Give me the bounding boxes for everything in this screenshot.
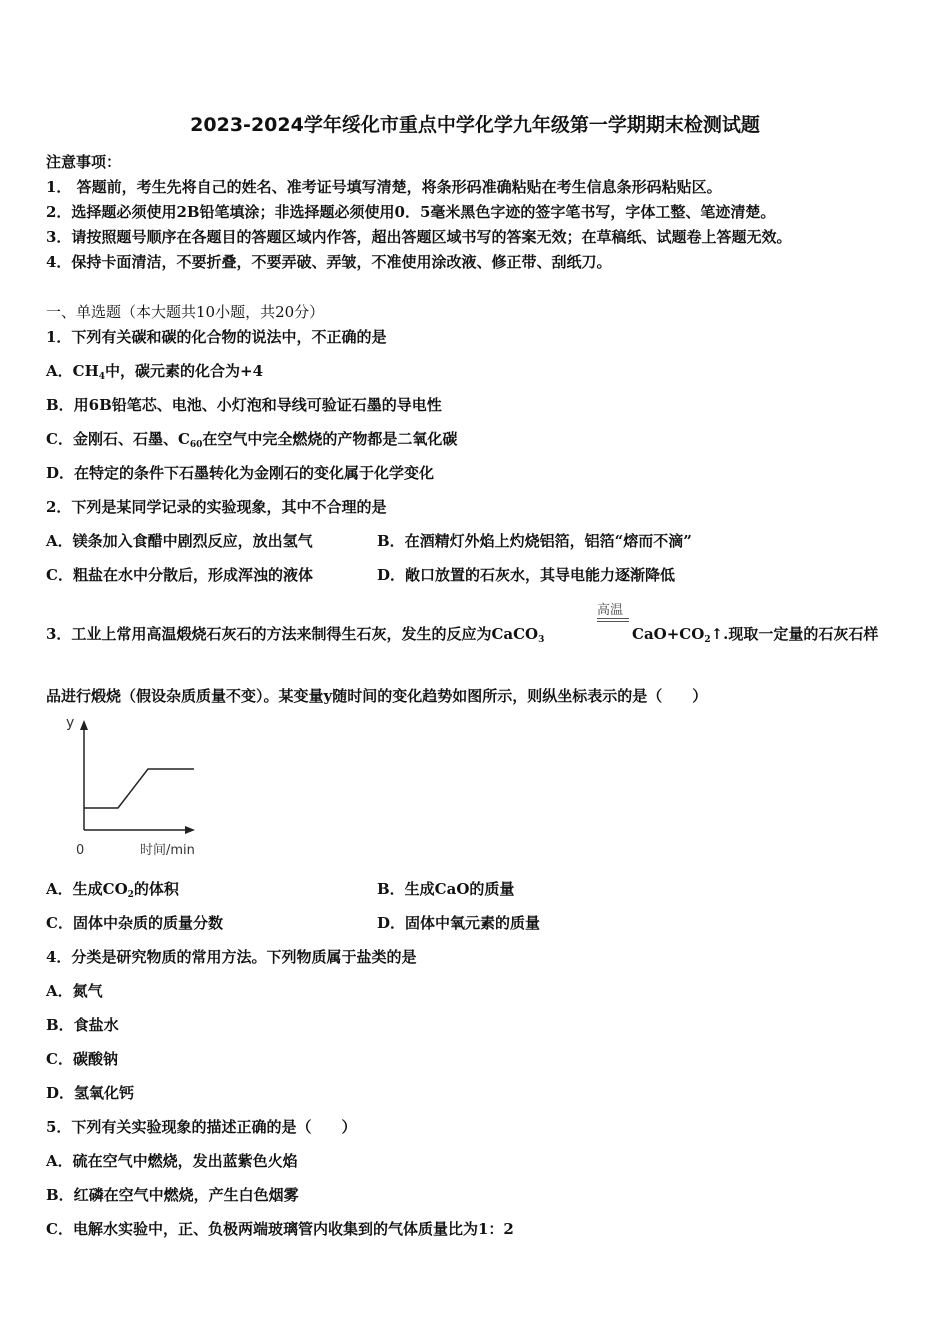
x-axis-label: 时间/min (140, 843, 195, 858)
q1-stem: 1．下列有关碳和碳的化合物的说法中，不正确的是 (46, 328, 387, 346)
q4-stem: 4．分类是研究物质的常用方法。下列物质属于盐类的是 (46, 948, 417, 966)
q3-stem-part2: $CaO+CO_2↑$.现取一定量的石灰石样 (632, 625, 879, 645)
notice-item-2: 2．选择题必须使用2B铅笔填涂；非选择题必须使用0．5毫米黑色字迹的签字笔书写，字体工整、笔迹清楚。 (46, 203, 776, 221)
q3-stem-part1: 3．工业上常用高温煅烧石灰石的方法来制得生石灰，发生的反应为CaCO$_3$ (46, 625, 545, 645)
q4-option-a: A．氮气 (46, 982, 103, 1000)
q5-option-a: A．硫在空气中燃烧，发出蓝紫色火焰 (46, 1152, 298, 1170)
q2-option-c: C．粗盐在水中分散后，形成浑浊的液体 (46, 566, 313, 584)
q3-graph (60, 712, 220, 862)
q3-stem-line2: 品进行煅烧（假设杂质质量不变）。某变量y随时间的变化趋势如图所示，则纵坐标表示的是（ ） (46, 687, 708, 705)
notice-heading: 注意事项： (46, 153, 122, 171)
x-axis-arrow (185, 826, 195, 834)
q1-option-c: C．金刚石、石墨、$C_{60}$在空气中完全燃烧的产物都是二氧化碳 (46, 430, 458, 450)
q1-option-d: D．在特定的条件下石墨转化为金刚石的变化属于化学变化 (46, 464, 435, 482)
q5-option-c: C．电解水实验中，正、负极两端玻璃管内收集到的气体质量比为1：2 (46, 1220, 514, 1238)
q3-equals-bar-bottom (597, 621, 629, 622)
q4-option-c: C．碳酸钠 (46, 1050, 118, 1068)
q1-option-a: A．$CH_4$中，碳元素的化合为+4 (46, 362, 264, 382)
q3-option-a: A．生成$CO_2$的体积 (46, 880, 179, 900)
q3-option-d: D．固体中氧元素的质量 (377, 914, 541, 932)
notice-item-4: 4．保持卡面清洁，不要折叠，不要弄破、弄皱，不准使用涂改液、修正带、刮纸刀。 (46, 253, 612, 271)
q4-option-b: B．食盐水 (46, 1016, 119, 1034)
q1-option-b: B．用6B铅笔芯、电池、小灯泡和导线可验证石墨的导电性 (46, 396, 442, 414)
q2-option-a: A．镁条加入食醋中剧烈反应，放出氢气 (46, 532, 313, 550)
y-axis-label: y (66, 715, 75, 731)
origin-label: 0 (76, 843, 85, 858)
q2-stem: 2．下列是某同学记录的实验现象，其中不合理的是 (46, 498, 387, 516)
q2-option-b: B．在酒精灯外焰上灼烧铝箔，铝箔“熔而不滴” (377, 532, 692, 550)
notice-item-1: 1． 答题前，考生先将自己的姓名、准考证号填写清楚，将条形码准确粘贴在考生信息条形码粘贴区。 (46, 178, 722, 196)
q5-option-b: B．红磷在空气中燃烧，产生白色烟雾 (46, 1186, 299, 1204)
q2-option-d: D．敞口放置的石灰水，其导电能力逐渐降低 (377, 566, 676, 584)
q3-option-b: B．生成CaO的质量 (377, 880, 515, 898)
y-axis-arrow (80, 720, 88, 730)
exam-title: 2023-2024学年绥化市重点中学化学九年级第一学期期末检测试题 (190, 114, 760, 136)
q4-option-d: D．氢氧化钙 (46, 1084, 135, 1102)
section-heading: 一、单选题（本大题共10小题，共20分） (46, 303, 325, 321)
q3-option-c: C．固体中杂质的质量分数 (46, 914, 223, 932)
q3-reaction-condition: 高温 (597, 603, 624, 618)
curve (84, 769, 194, 808)
q5-stem: 5．下列有关实验现象的描述正确的是（ ） (46, 1118, 357, 1136)
notice-item-3: 3．请按照题号顺序在各题目的答题区域内作答，超出答题区域书写的答案无效；在草稿纸、试题卷上答题无效。 (46, 228, 792, 246)
q3-equals-bar-top (597, 618, 629, 619)
